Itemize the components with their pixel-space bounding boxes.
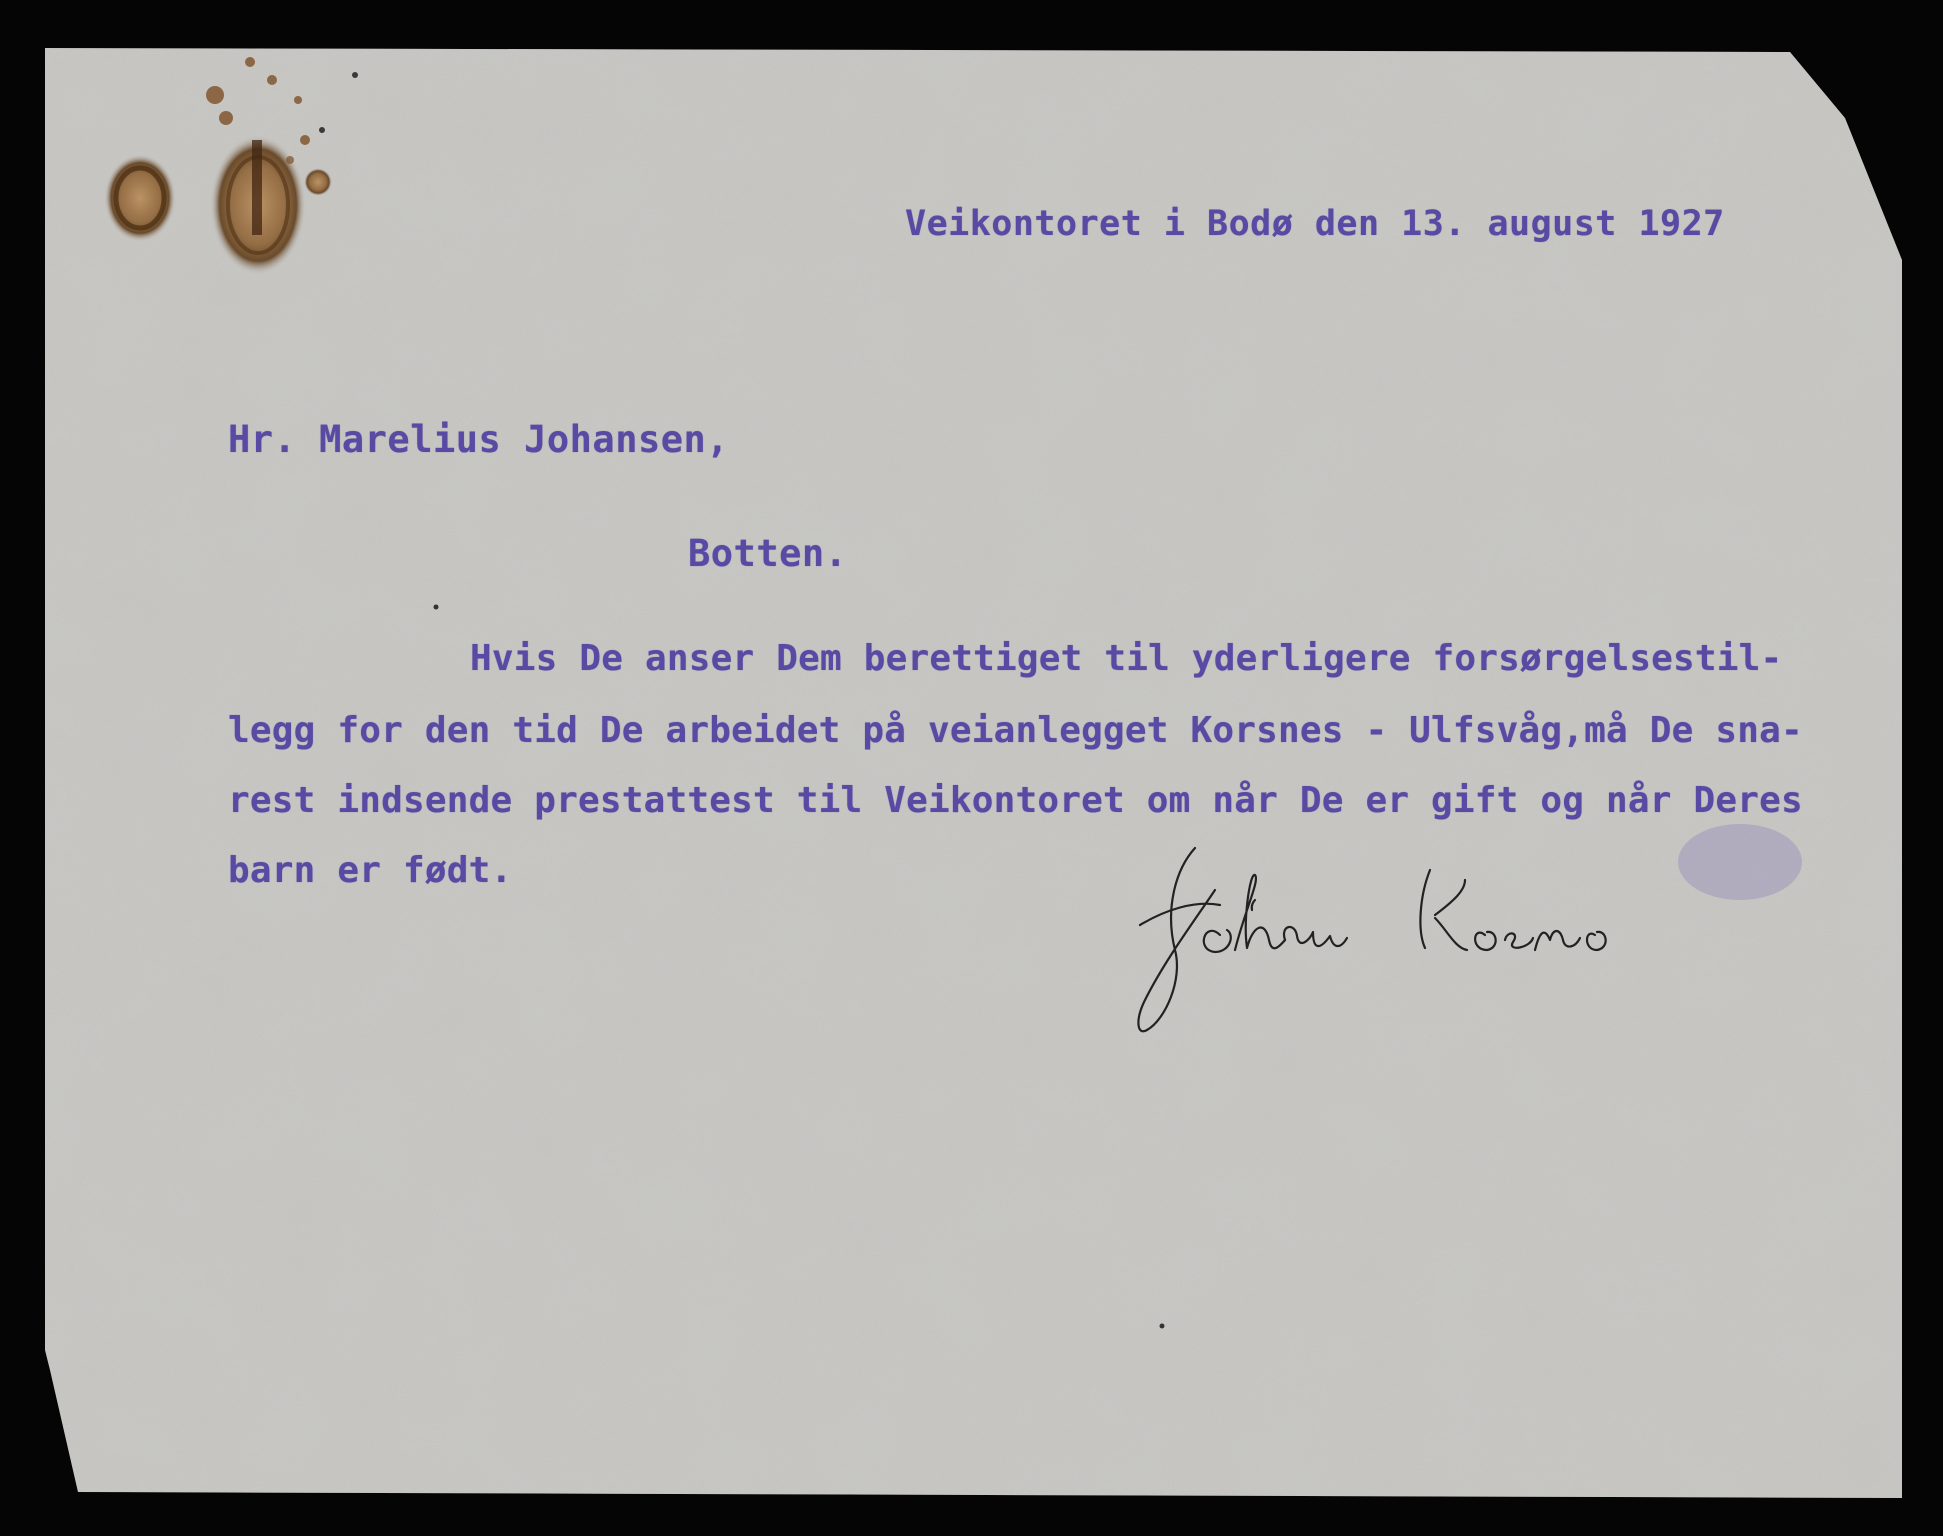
ink-smudge — [1678, 824, 1802, 900]
date-line: Veikontoret i Bodø den 13. august 1927 — [905, 204, 1725, 244]
body-line-4: barn er født. — [228, 850, 513, 891]
handwritten-signature — [1135, 840, 1695, 1040]
recipient-place: Botten. — [688, 532, 848, 575]
body-line-1: Hvis De anser Dem berettiget til yderligere forsørgelsestil- — [470, 638, 1783, 679]
body-line-3: rest indsende prestattest til Veikontoret om når De er gift og når Deres — [228, 780, 1803, 821]
body-line-2: legg for den tid De arbeidet på veianlegget Korsnes - Ulfsvåg,må De sna- — [228, 710, 1803, 751]
recipient-name: Hr. Marelius Johansen, — [228, 418, 730, 461]
